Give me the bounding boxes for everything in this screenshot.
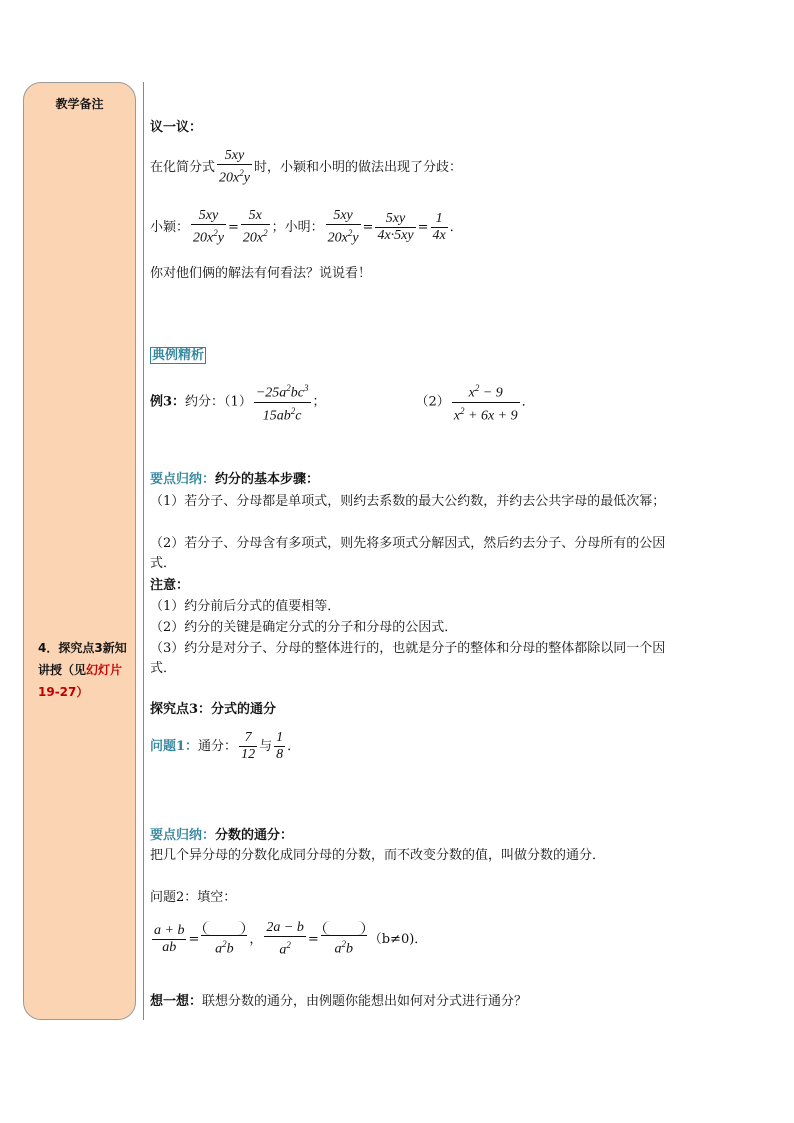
sidebar-note-prefix: 4．探究点3新知讲授（见 [38, 641, 127, 677]
example-sep: ； [312, 394, 326, 410]
question-1-end: ． [287, 739, 301, 754]
explore-title: 探究点3：分式的通分 [150, 702, 277, 717]
keypoint1-header [150, 470, 319, 490]
xiaoming-label: ；小明： [271, 219, 324, 235]
example-3: 例3：约分：（1） $\frac{-25a^2bc^3}{15ab^2c}$ ； （2） $\frac{x^2 - 9}{x^2 + 6x + 9}$ ． [150, 380, 535, 424]
think-text: 联想分数的通分，由例题你能想出如何对分式进行通分？ [202, 994, 528, 1009]
sidebar-note-suffix: 19-27） [38, 685, 89, 699]
question-1-label: 问题1： [150, 739, 199, 754]
question-2-title: 问题2：填空： [150, 890, 237, 905]
example-3-title: 例3： [150, 394, 186, 410]
example-3-prompt: 约分：（1） [185, 394, 252, 410]
think-about [150, 992, 527, 1012]
keypoint1-step2: （2）若分子、分母含有多项式，则先将多项式分解因式，然后约去分子、分母所有的公因式． [150, 536, 666, 571]
note-3: （3）约分是对分子、分母的整体进行的，也就是分子的整体和分母的整体都除以同一个因式． [150, 641, 666, 676]
note-1: （1）约分前后分式的值要相等． [150, 599, 341, 614]
fraction-5xy-over-20x2y: $\frac{5xy}{20x^2y}$ [219, 148, 250, 186]
question-2-fill-blanks: $\frac{a + b}{ab}$ = $a^2b$ ， $\frac{2a - b}{a^2}$ = $a^2b$ （b≠0)． [154, 920, 428, 958]
sidebar-title: 教学备注 [55, 97, 104, 111]
divider-line [143, 82, 144, 1020]
keypoint2-heading: 分数的通分： [215, 828, 294, 843]
keypoint1-step1: （1）若分子、分母都是单项式，则约去系数的最大公约数，并约去公共字母的最低次幂； [150, 494, 666, 509]
keypoint2-header [150, 826, 293, 846]
xiaoying-label: 小颖： [150, 219, 190, 235]
teaching-notes-sidebar [23, 82, 136, 1020]
discussion-title: 议一议： [150, 120, 203, 135]
sidebar-note [38, 637, 130, 703]
note-label: 注意： [150, 578, 190, 593]
intro-before: 在化简分式 [150, 159, 216, 175]
note-2: （2）约分的关键是确定分式的分子和分母的公因式． [150, 620, 458, 635]
question-1-text: 通分： [198, 739, 238, 754]
question-2-condition: （b≠0)． [368, 931, 428, 947]
question-1: 问题1：通分： $\frac{7}{12}$ 与 $\frac{1}{8}$ ． [150, 730, 301, 762]
two-solutions: 小颖： $\frac{5xy}{20x^2y}$ = $\frac{5x}{20x^2}$ ；小明： $\frac{5xy}{20x^2y}$ = $\frac{5xy}{4x\cdot 5xy}$ = $\frac{1}{4x}$ ． [150, 208, 463, 246]
keypoint2-text: 把几个异分母的分数化成同分母的分数，而不改变分数的值，叫做分数的通分． [150, 848, 606, 863]
keypoint1-heading: 约分的基本步骤： [215, 472, 320, 487]
discussion-intro [150, 148, 462, 187]
keypoint1-label: 要点归纳： [150, 472, 216, 487]
example-part2: （2） [415, 394, 450, 410]
sidebar-note-slides: 幻灯片 [86, 663, 123, 677]
intro-after: 时，小颖和小明的做法出现了分歧： [253, 159, 462, 175]
example-label-row [150, 346, 206, 366]
think-label: 想一想： [150, 994, 203, 1009]
discussion-question: 你对他们俩的解法有何看法？说说看！ [150, 266, 372, 281]
question-1-mid: 与 [259, 739, 273, 754]
example-label: 典例精析 [152, 348, 205, 363]
keypoint2-label: 要点归纳： [150, 828, 216, 843]
